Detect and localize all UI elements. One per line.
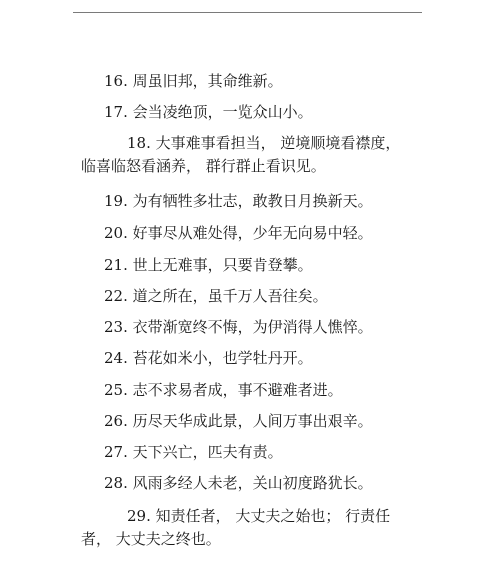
item-text: 风雨多经人未老，关山初度路犹长。 (132, 474, 373, 492)
list-item (81, 505, 411, 551)
item-number: 21. (104, 256, 128, 274)
item-number: 26. (104, 412, 128, 430)
list-item (104, 472, 404, 495)
top-divider (73, 12, 422, 13)
list-item (104, 190, 404, 213)
item-text: 天下兴亡，匹夫有责。 (132, 443, 283, 461)
list-item (104, 441, 404, 464)
list-item (104, 316, 404, 339)
list-item (104, 222, 404, 245)
list-item (104, 347, 404, 370)
item-text: 会当凌绝顶，一览众山小。 (132, 103, 313, 121)
item-text: 苔花如米小，也学牡丹开。 (132, 349, 313, 367)
item-text: 历尽天华成此景，人间万事出艰辛。 (132, 412, 373, 430)
list-item (104, 70, 404, 93)
item-number: 17. (104, 103, 128, 121)
list-item (81, 132, 411, 178)
item-number: 22. (104, 287, 128, 305)
item-text: 为有牺牲多壮志，敢教日月换新天。 (132, 192, 373, 210)
item-text: 志不求易者成，事不避难者进。 (132, 381, 343, 399)
list-item (104, 285, 404, 308)
item-number: 25. (104, 381, 128, 399)
item-number: 18. (127, 134, 151, 152)
list-item (104, 410, 404, 433)
item-text: 周虽旧邦，其命维新。 (132, 72, 283, 90)
list-item (104, 379, 404, 402)
list-item (104, 254, 404, 277)
item-number: 16. (104, 72, 128, 90)
item-number: 23. (104, 318, 128, 336)
item-number: 19. (104, 192, 128, 210)
list-item (104, 101, 404, 124)
item-text: 衣带渐宽终不悔，为伊消得人憔悴。 (132, 318, 373, 336)
item-number: 24. (104, 349, 128, 367)
item-number: 28. (104, 474, 128, 492)
item-text: 世上无难事，只要肯登攀。 (132, 256, 313, 274)
item-number: 27. (104, 443, 128, 461)
item-number: 20. (104, 224, 128, 242)
item-number: 29. (127, 507, 151, 525)
item-text: 道之所在，虽千万人吾往矣。 (132, 287, 328, 305)
item-text: 大事难事看担当， 逆境顺境看襟度， 临喜临怒看涵养， 群行群止看识见。 (81, 134, 401, 175)
item-text: 知责任者， 大丈夫之始也； 行责任者， 大丈夫之终也。 (81, 507, 391, 548)
item-text: 好事尽从难处得，少年无向易中轻。 (132, 224, 373, 242)
